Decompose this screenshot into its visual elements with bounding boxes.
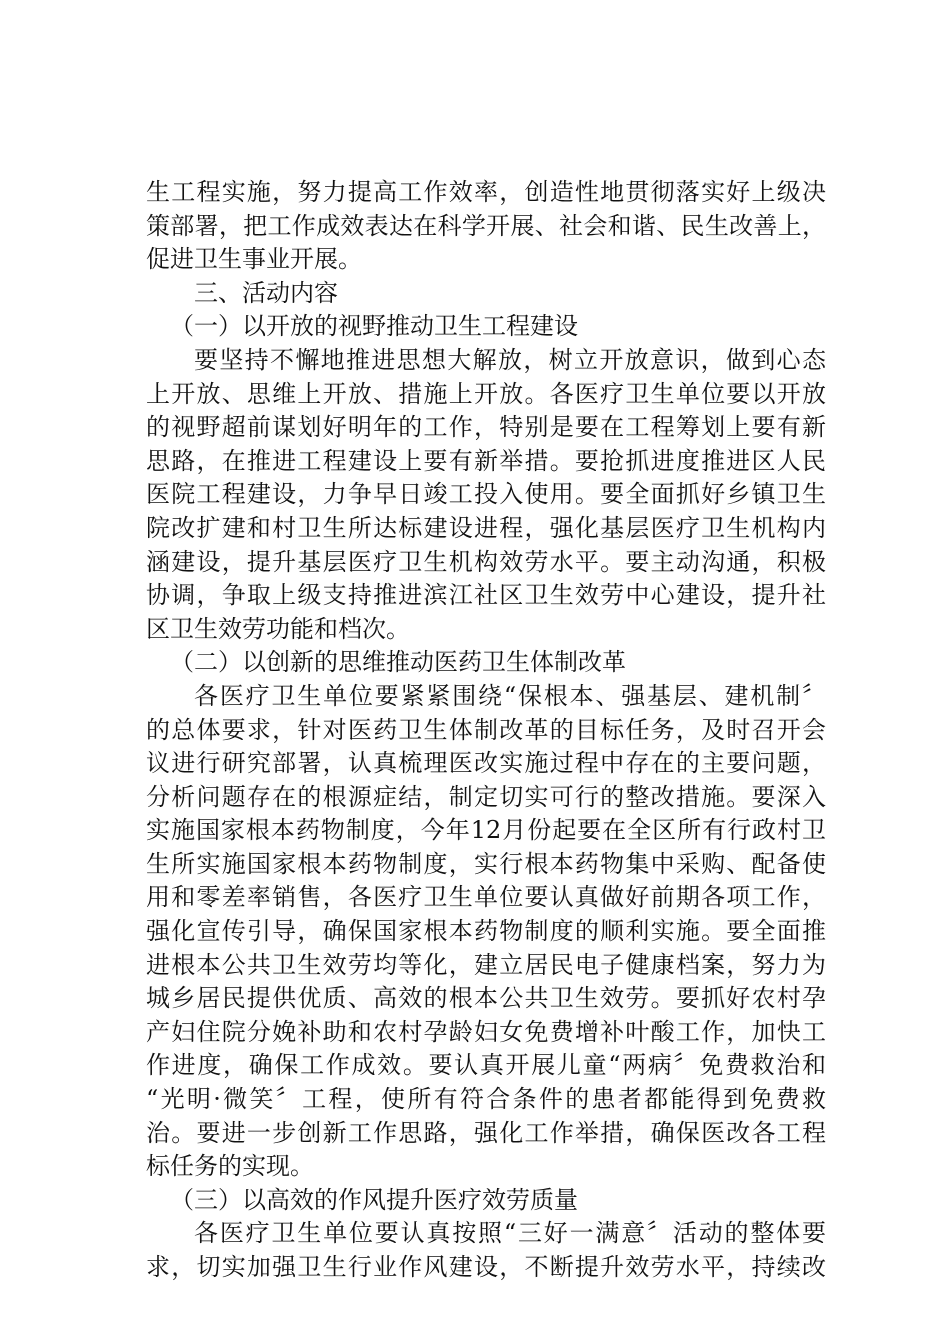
document-body bbox=[146, 176, 826, 1285]
text-line: 产妇住院分娩补助和农村孕龄妇女免费增补叶酸工作，加快工 bbox=[146, 1017, 826, 1046]
text-line: 各医疗卫生单位要紧紧围绕“保根本、强基层、建机制〞 bbox=[194, 681, 826, 710]
text-line: 实施国家根本药物制度，今年12月份起要在全区所有行政村卫 bbox=[146, 816, 826, 845]
text-line: 强化宣传引导，确保国家根本药物制度的顺利实施。要全面推 bbox=[146, 917, 826, 946]
text-line: 各医疗卫生单位要认真按照“三好一满意〞活动的整体要 bbox=[194, 1219, 826, 1248]
text-line: （一）以开放的视野推动卫生工程建设 bbox=[170, 312, 578, 341]
text-line: 分析问题存在的根源症结，制定切实可行的整改措施。要深入 bbox=[146, 782, 826, 811]
text-line: 策部署，把工作成效表达在科学开展、社会和谐、民生改善上， bbox=[146, 211, 826, 240]
text-line: 标任务的实现。 bbox=[146, 1152, 314, 1181]
text-line: 城乡居民提供优质、高效的根本公共卫生效劳。要抓好农村孕 bbox=[146, 984, 826, 1013]
text-line: 用和零差率销售，各医疗卫生单位要认真做好前期各项工作， bbox=[146, 883, 826, 912]
text-line: “光明·微笑〞工程，使所有符合条件的患者都能得到免费救 bbox=[146, 1085, 826, 1114]
text-line: 医院工程建设，力争早日竣工投入使用。要全面抓好乡镇卫生 bbox=[146, 480, 826, 509]
text-line: 涵建设，提升基层医疗卫生机构效劳水平。要主动沟通，积极 bbox=[146, 547, 826, 576]
text-line: 生工程实施，努力提高工作效率，创造性地贯彻落实好上级决 bbox=[146, 178, 826, 206]
text-line: 求，切实加强卫生行业作风建设，不断提升效劳水平，持续改 bbox=[146, 1253, 826, 1281]
text-line: 三、活动内容 bbox=[194, 278, 338, 307]
text-line: （三）以高效的作风提升医疗效劳质量 bbox=[170, 1185, 578, 1214]
text-line: 上开放、思维上开放、措施上开放。各医疗卫生单位要以开放 bbox=[146, 379, 826, 408]
text-line: 促进卫生事业开展。 bbox=[146, 245, 362, 274]
text-line: 治。要进一步创新工作思路，强化工作举措，确保医改各工程 bbox=[146, 1118, 826, 1147]
text-line: 院改扩建和村卫生所达标建设进程，强化基层医疗卫生机构内 bbox=[146, 513, 826, 542]
text-line: 的视野超前谋划好明年的工作，特别是要在工程筹划上要有新 bbox=[146, 413, 826, 442]
text-line: 生所实施国家根本药物制度，实行根本药物集中采购、配备使 bbox=[146, 849, 826, 878]
text-line: 议进行研究部署，认真梳理医改实施过程中存在的主要问题， bbox=[146, 749, 826, 778]
text-line: （二）以创新的思维推动医药卫生体制改革 bbox=[170, 648, 626, 677]
text-line: 进根本公共卫生效劳均等化，建立居民电子健康档案，努力为 bbox=[146, 950, 826, 979]
text-line: 协调，争取上级支持推进滨江社区卫生效劳中心建设，提升社 bbox=[146, 581, 826, 610]
text-line: 要坚持不懈地推进思想大解放，树立开放意识，做到心态 bbox=[194, 345, 826, 374]
text-line: 的总体要求，针对医药卫生体制改革的目标任务，及时召开会 bbox=[146, 715, 826, 744]
text-line: 作进度，确保工作成效。要认真开展儿童“两病〞免费救治和 bbox=[146, 1051, 826, 1080]
text-line: 区卫生效劳功能和档次。 bbox=[146, 614, 410, 643]
text-line: 思路，在推进工程建设上要有新举措。要抢抓进度推进区人民 bbox=[146, 446, 826, 475]
